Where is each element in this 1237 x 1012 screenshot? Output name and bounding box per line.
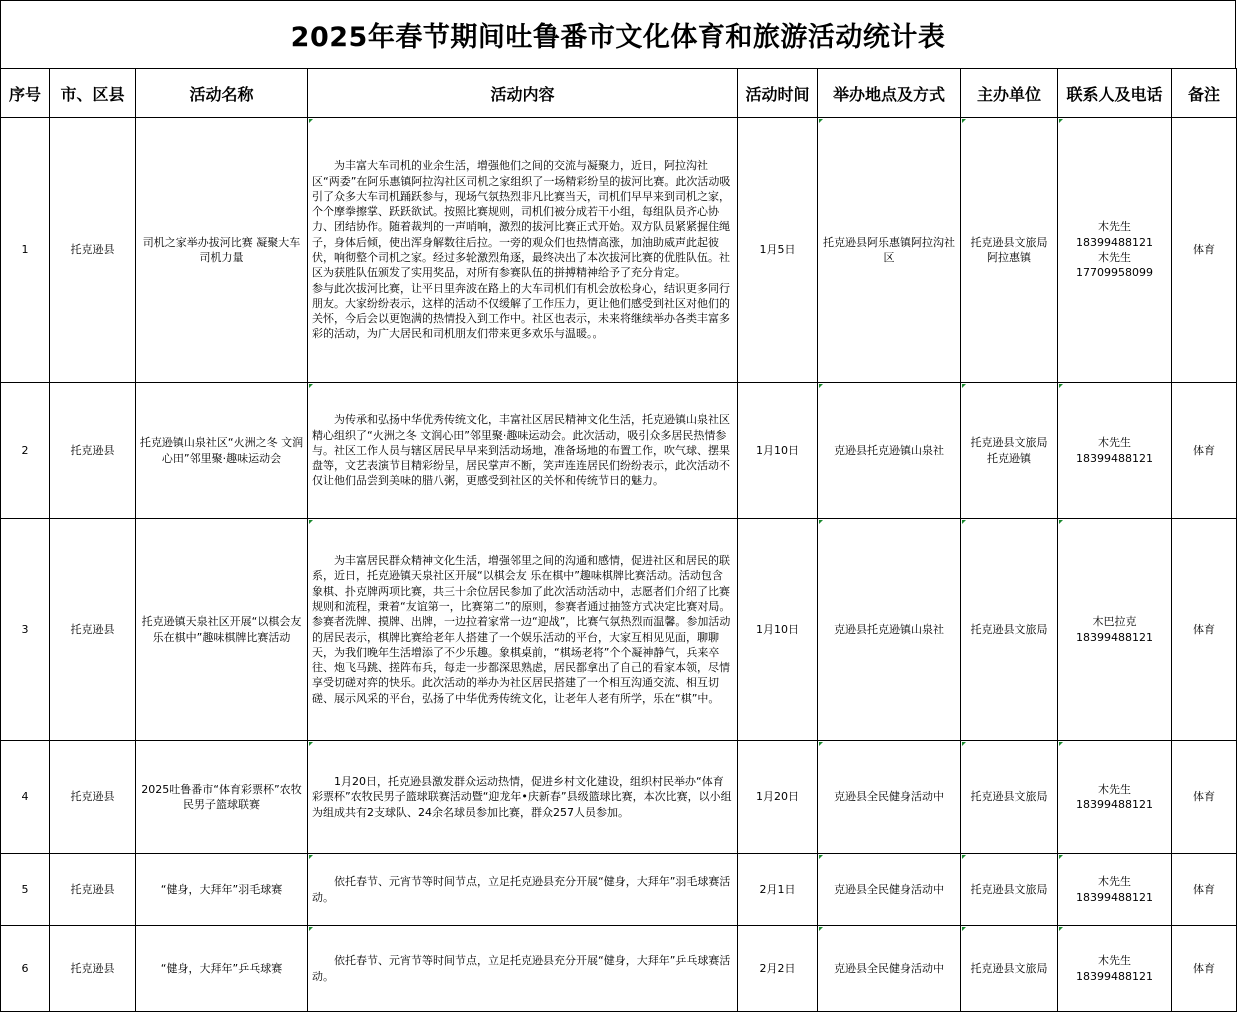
- cell-organizer[interactable]: 托克逊县文旅局: [961, 741, 1058, 854]
- cell-organizer[interactable]: 托克逊县文旅局 阿拉惠镇: [961, 118, 1058, 383]
- header-county: 市、区县: [50, 69, 136, 118]
- table-row: [1, 741, 1237, 854]
- cell-seq[interactable]: 1: [1, 118, 50, 383]
- cell-county[interactable]: 托克逊县: [50, 741, 136, 854]
- cell-time[interactable]: 2月1日: [738, 854, 818, 926]
- cell-time[interactable]: 1月10日: [738, 383, 818, 519]
- cell-county[interactable]: 托克逊县: [50, 926, 136, 1012]
- cell-note[interactable]: 体育: [1172, 118, 1237, 383]
- cell-county[interactable]: 托克逊县: [50, 118, 136, 383]
- cell-content[interactable]: [308, 926, 738, 1012]
- cell-organizer[interactable]: 托克逊县文旅局: [961, 926, 1058, 1012]
- cell-organizer[interactable]: 托克逊县文旅局 托克逊镇: [961, 383, 1058, 519]
- header-content: 活动内容: [308, 69, 738, 118]
- cell-contact[interactable]: 木先生 18399488121: [1058, 854, 1172, 926]
- cell-name[interactable]: 托克逊镇山泉社区“火洲之冬 文润心田”邻里聚·趣味运动会: [136, 383, 308, 519]
- activity-table: [0, 68, 1237, 1012]
- cell-place[interactable]: 克逊县托克逊镇山泉社: [818, 383, 961, 519]
- cell-seq[interactable]: 6: [1, 926, 50, 1012]
- cell-name[interactable]: 托克逊镇天泉社区开展“以棋会友 乐在棋中”趣味棋牌比赛活动: [136, 519, 308, 741]
- content-paragraph: 1月20日，托克逊县激发群众运动热情，促进乡村文化建设，组织村民举办“体育彩票杯”农牧民男子篮球联赛活动暨“迎龙年•庆新春”县级篮球比赛，本次比赛，以小组为组成共有2支球队、24余名球员参加比赛，群众257人员参加。: [312, 775, 732, 819]
- content-paragraph: 为丰富大车司机的业余生活，增强他们之间的交流与凝聚力，近日，阿拉沟社区“两委”在阿乐惠镇阿拉沟社区司机之家组织了一场精彩纷呈的拔河比赛。此次活动吸引了众多大车司机踊跃参与，现场气氛热烈非凡比赛当天，司机们早早来到司机之家，个个摩拳擦掌、跃跃欲试。按照比赛规则，司机们被分成若干小组，每组队员齐心协力、团结协作。随着裁判的一声哨响，激烈的拔河比赛正式开始。双方队员紧紧握住绳子，身体后倾，使出浑身解数往后拉。一旁的观众们也热情高涨，加油助威声此起彼伏，响彻整个司机之家。经过多轮激烈角逐，最终决出了本次拔河比赛的优胜队伍。社区为获胜队伍颁发了实用奖品，对所有参赛队伍的拼搏精神给予了充分肯定。: [312, 159, 731, 280]
- header-organizer: 主办单位: [961, 69, 1058, 118]
- cell-organizer[interactable]: 托克逊县文旅局: [961, 854, 1058, 926]
- content-paragraph: 为传承和弘扬中华优秀传统文化，丰富社区居民精神文化生活，托克逊镇山泉社区精心组织了“火洲之冬 文润心田”邻里聚·趣味运动会。此次活动，吸引众多居民热情参与。社区工作人员与辖区居民早早来到活动场地，准备场地的布置工作，吹气球、摆果盘等，文艺表演节目精彩纷呈，居民掌声不断，笑声连连居民们纷纷表示，此次活动不仅让他们品尝到美味的腊八粥，更感受到社区的关怀和传统节日的魅力。: [312, 413, 730, 488]
- content-paragraph: 为丰富居民群众精神文化生活，增强邻里之间的沟通和感情，促进社区和居民的联系，近日，托克逊镇天泉社区开展“以棋会友 乐在棋中”趣味棋牌比赛活动。活动包含象棋、扑克牌两项比赛，共三十余位居民参加了此次活动活动中，志愿者们介绍了比赛规则和流程，秉着“友谊第一，比赛第二”的原则，参赛者通过抽签方式决定比赛对局。参赛者洗牌、摸牌、出牌，一边拉着家常一边“迎战”，比赛气氛热烈而温馨。参加活动的居民表示，棋牌比赛给老年人搭建了一个娱乐活动的平台，大家互相见见面，聊聊天，为我们晚年生活增添了不少乐趣。象棋桌前，“棋场老将”个个凝神静气，兵来卒往、炮飞马跳、搓阵布兵，每走一步都深思熟虑，居民都拿出了自己的看家本领，尽情享受切磋对弈的快乐。此次活动的举办为社区居民搭建了一个相互沟通交流、相互切磋、展示风采的平台，弘扬了中华优秀传统文化，让老年人老有所学，乐在“棋”中。: [312, 554, 731, 705]
- header-name: 活动名称: [136, 69, 308, 118]
- cell-name[interactable]: “健身，大拜年”羽毛球赛: [136, 854, 308, 926]
- cell-content[interactable]: [308, 741, 738, 854]
- cell-time[interactable]: 1月20日: [738, 741, 818, 854]
- cell-content[interactable]: [308, 118, 738, 383]
- cell-seq[interactable]: 4: [1, 741, 50, 854]
- table-row: [1, 854, 1237, 926]
- cell-name[interactable]: “健身，大拜年”乒乓球赛: [136, 926, 308, 1012]
- content-paragraph: 依托春节、元宵节等时间节点，立足托克逊县充分开展“健身，大拜年”乒乓球赛活动。: [312, 954, 731, 983]
- cell-seq[interactable]: 2: [1, 383, 50, 519]
- cell-content[interactable]: [308, 383, 738, 519]
- cell-seq[interactable]: 5: [1, 854, 50, 926]
- cell-seq[interactable]: 3: [1, 519, 50, 741]
- cell-content[interactable]: [308, 519, 738, 741]
- cell-organizer[interactable]: 托克逊县文旅局: [961, 519, 1058, 741]
- cell-note[interactable]: 体育: [1172, 741, 1237, 854]
- cell-contact[interactable]: 木巴拉克 18399488121: [1058, 519, 1172, 741]
- cell-place[interactable]: 托克逊县阿乐惠镇阿拉沟社区: [818, 118, 961, 383]
- header-seq: 序号: [1, 69, 50, 118]
- cell-county[interactable]: 托克逊县: [50, 854, 136, 926]
- content-paragraph-2: 参与此次拔河比赛，让平日里奔波在路上的大车司机们有机会放松身心，结识更多同行朋友。大家纷纷表示，这样的活动不仅缓解了工作压力，更让他们感受到社区对他们的关怀，今后会以更饱满的热情投入到工作中。社区也表示，未来将继续举办各类丰富多彩的活动，为广大居民和司机朋友们带来更多欢乐与温暖。。: [312, 281, 730, 341]
- cell-contact[interactable]: 木先生 18399488121: [1058, 926, 1172, 1012]
- cell-note[interactable]: 体育: [1172, 383, 1237, 519]
- cell-note[interactable]: 体育: [1172, 519, 1237, 741]
- cell-contact[interactable]: 木先生 18399488121: [1058, 741, 1172, 854]
- table-title: 2025年春节期间吐鲁番市文化体育和旅游活动统计表: [0, 0, 1236, 68]
- cell-time[interactable]: 1月5日: [738, 118, 818, 383]
- cell-time[interactable]: 1月10日: [738, 519, 818, 741]
- cell-place[interactable]: 克逊县托克逊镇山泉社: [818, 519, 961, 741]
- table-row: [1, 383, 1237, 519]
- cell-name[interactable]: 司机之家举办拔河比赛 凝聚大车司机力量: [136, 118, 308, 383]
- table-row: [1, 519, 1237, 741]
- cell-place[interactable]: 克逊县全民健身活动中: [818, 741, 961, 854]
- content-paragraph: 依托春节、元宵节等时间节点，立足托克逊县充分开展“健身，大拜年”羽毛球赛活动。: [312, 875, 731, 904]
- table-row: [1, 926, 1237, 1012]
- header-contact: 联系人及电话: [1058, 69, 1172, 118]
- cell-place[interactable]: 克逊县全民健身活动中: [818, 854, 961, 926]
- header-row: [1, 69, 1237, 118]
- cell-time[interactable]: 2月2日: [738, 926, 818, 1012]
- cell-contact[interactable]: 木先生 18399488121 木先生 17709958099: [1058, 118, 1172, 383]
- cell-county[interactable]: 托克逊县: [50, 383, 136, 519]
- cell-place[interactable]: 克逊县全民健身活动中: [818, 926, 961, 1012]
- table-row: [1, 118, 1237, 383]
- cell-contact[interactable]: 木先生 18399488121: [1058, 383, 1172, 519]
- cell-county[interactable]: 托克逊县: [50, 519, 136, 741]
- header-note: 备注: [1172, 69, 1237, 118]
- cell-note[interactable]: 体育: [1172, 854, 1237, 926]
- header-place: 举办地点及方式: [818, 69, 961, 118]
- header-time: 活动时间: [738, 69, 818, 118]
- cell-note[interactable]: 体育: [1172, 926, 1237, 1012]
- cell-name[interactable]: 2025吐鲁番市“体育彩票杯”农牧民男子篮球联赛: [136, 741, 308, 854]
- cell-content[interactable]: [308, 854, 738, 926]
